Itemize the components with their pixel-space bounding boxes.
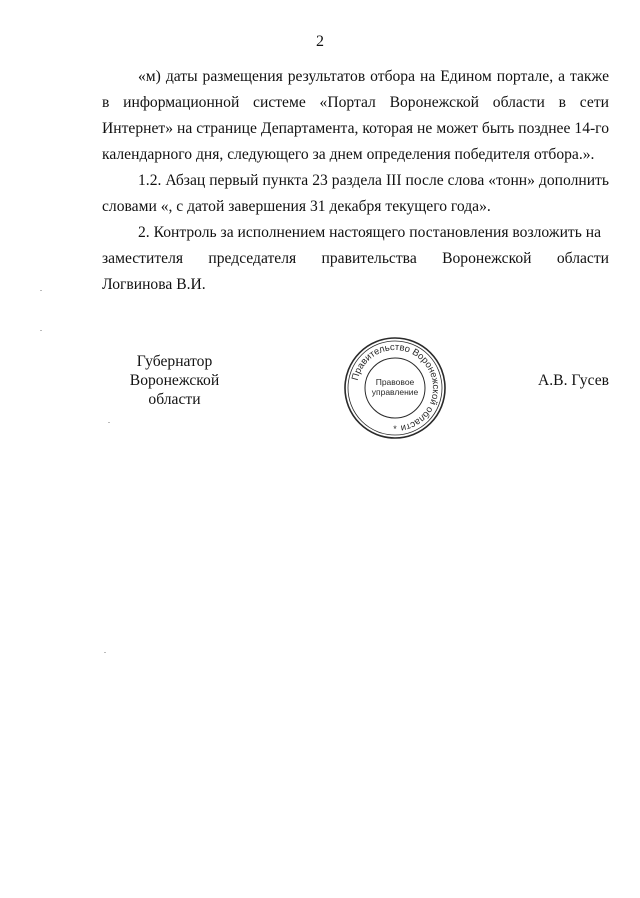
paragraph-3-line-2: заместителя председателя правительства Воронежской области	[102, 250, 609, 267]
signatory-position-line-1: Губернатор	[136, 353, 213, 370]
scan-mark	[108, 422, 110, 423]
document-body	[102, 64, 609, 298]
stamp-ring-text: Правительство Воронежской области	[349, 341, 442, 434]
page-number: 2	[316, 33, 324, 50]
stamp-center-line-2: управление	[371, 387, 419, 397]
signatory-position-line-2: Воронежской области	[129, 372, 220, 408]
paragraph-3-line-1: 2. Контроль за исполнением настоящего постановления возложить на	[138, 224, 602, 241]
scan-mark	[40, 330, 42, 331]
signatory-name: А.В. Гусев	[538, 372, 609, 389]
scan-mark	[40, 290, 42, 291]
stamp-center-line-1: Правовое	[375, 377, 415, 387]
paragraph-1: «м) даты размещения результатов отбора на Едином портале, а также в информационной системе «Портал Воронежской области в сети Интернет» на странице Департамента, которая не может быть позднее 14-го календарного дня, следующего за днем определения победителя отбора.».	[102, 68, 609, 163]
stamp-star: *	[393, 424, 397, 434]
signatory-position	[102, 352, 247, 409]
official-stamp	[343, 336, 447, 440]
paragraph-3	[102, 220, 609, 298]
scan-mark	[104, 652, 106, 653]
paragraph-3-line-3: Логвинова В.И.	[102, 276, 206, 293]
paragraph-2: 1.2. Абзац первый пункта 23 раздела III после слова «тонн» дополнить словами «, с датой завершения 31 декабря текущего года».	[102, 172, 609, 215]
